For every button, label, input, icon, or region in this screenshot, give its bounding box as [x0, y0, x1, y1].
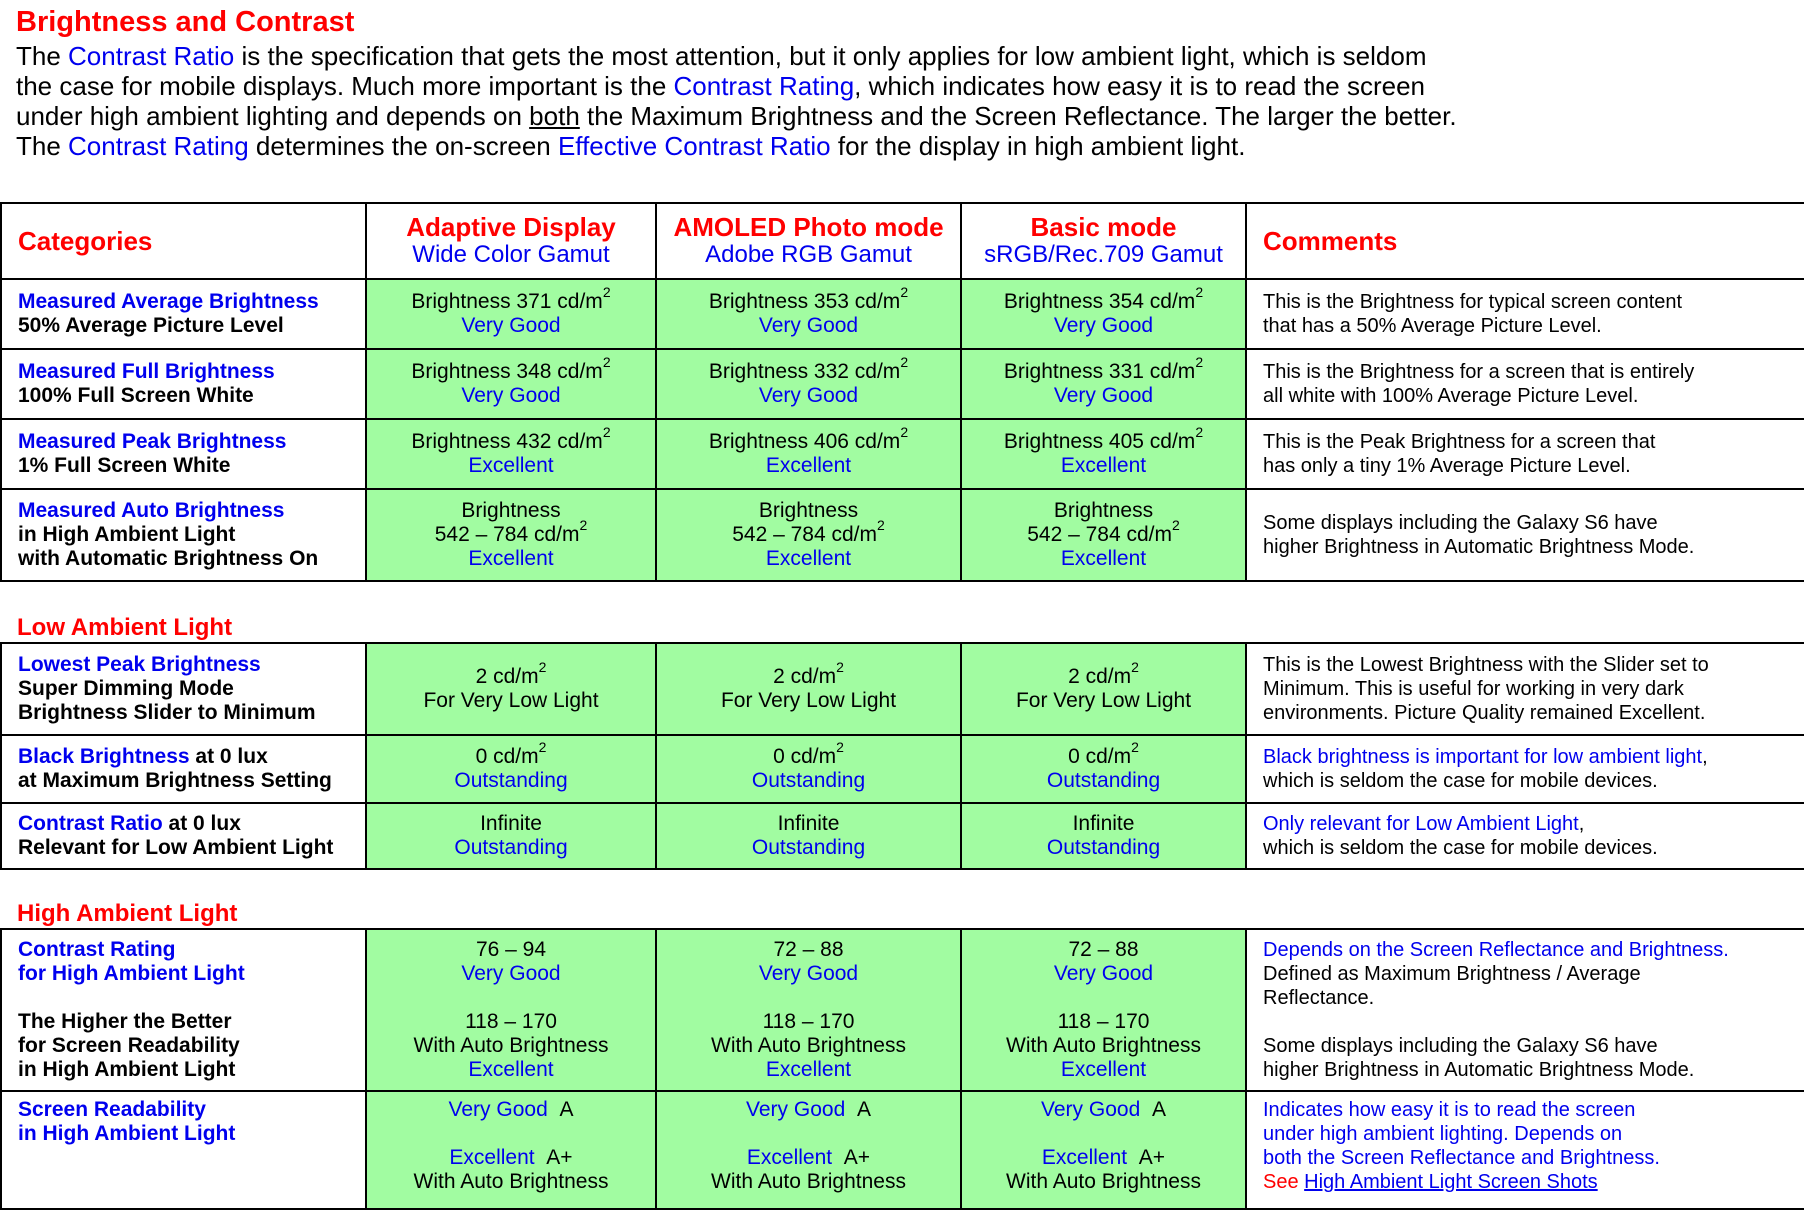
value-cell	[656, 279, 961, 349]
value-cell	[961, 1091, 1246, 1209]
value-cell	[656, 735, 961, 803]
value-note: With Auto Brightness	[711, 1034, 906, 1057]
value-cell	[366, 279, 656, 349]
table-row	[1, 419, 1804, 489]
comment-line: Only relevant for Low Ambient Light,	[1263, 813, 1585, 835]
rating-label: Very Good	[461, 962, 561, 985]
comment-line: This is the Lowest Brightness with the Slider set to	[1263, 654, 1709, 676]
category-name: Measured Auto Brightness	[18, 499, 285, 522]
rating-label: Excellent	[468, 547, 554, 570]
rating-label: Excellent	[765, 1058, 852, 1081]
category-line	[18, 1122, 365, 1146]
value-cell	[366, 803, 656, 869]
comment-line: This is the Brightness for a screen that is entirely	[1263, 361, 1695, 383]
grade-label: A	[559, 1098, 574, 1121]
category-name: Contrast Ratio	[18, 812, 163, 835]
measured-value: 542 – 784 $cd/m^2$	[1027, 517, 1180, 546]
value-note: With Auto Brightness	[413, 1170, 609, 1193]
rating-label: Excellent	[1041, 1146, 1128, 1169]
rating-label: Outstanding	[751, 836, 866, 859]
unit-exponent: 2	[836, 659, 844, 675]
unit-exponent: 2	[602, 354, 611, 370]
spec-table	[0, 202, 1804, 1210]
comment-cell	[1246, 929, 1804, 1091]
category-line	[18, 745, 365, 769]
value-cell	[366, 929, 656, 1091]
category-name: Measured Peak Brightness	[18, 430, 287, 453]
unit-exponent: 2	[900, 424, 909, 440]
spacer	[367, 986, 655, 1010]
measured-value: 72 – 88	[773, 938, 844, 961]
rating-label: Very Good	[461, 314, 561, 337]
intro-line: The Contrast Ratio is the specification that gets the most attention, but it only applies for low ambient light, which is seldom	[16, 41, 1427, 71]
value-cell	[656, 643, 961, 735]
value-cell	[961, 735, 1246, 803]
category-name: Lowest Peak Brightness	[18, 653, 261, 676]
category-line	[18, 1098, 365, 1122]
unit-exponent: 2	[1195, 424, 1204, 440]
section-row	[1, 581, 1804, 643]
grade-label: A+	[546, 1146, 573, 1169]
category-cell	[1, 419, 366, 489]
comment-line: all white with 100% Average Picture Level.	[1263, 385, 1639, 407]
screen-shots-link[interactable]: High Ambient Light Screen Shots	[1304, 1171, 1598, 1193]
comment-line: Minimum. This is useful for working in very dark	[1263, 678, 1684, 700]
col-header-subtitle: Adobe RGB Gamut	[705, 241, 912, 268]
unit-exponent: 2	[1195, 284, 1204, 300]
table-row	[1, 803, 1804, 869]
value-cell	[656, 929, 961, 1091]
unit-exponent: 2	[1131, 659, 1139, 675]
rating-label: Excellent	[765, 547, 852, 570]
comment-line: which is seldom the case for mobile devices.	[1263, 837, 1658, 859]
rating-label: Very Good	[448, 1098, 548, 1121]
rating-label: Very Good	[1041, 1098, 1141, 1121]
col-header-subtitle: sRGB/Rec.709 Gamut	[984, 241, 1223, 268]
measured-value: 0 $cd/m^2$	[475, 739, 547, 768]
value-note: With Auto Brightness	[711, 1170, 906, 1193]
category-line	[18, 938, 365, 962]
category-name: Contrast Rating	[18, 938, 176, 961]
comment-line: higher Brightness in Automatic Brightness Mode.	[1263, 536, 1695, 558]
rating-label: Very Good	[1053, 314, 1154, 337]
value-note: With Auto Brightness	[413, 1034, 609, 1057]
intro-line: The Contrast Rating determines the on-screen Effective Contrast Ratio for the display in high ambient light.	[16, 131, 1246, 161]
category-line	[18, 430, 365, 454]
rating-label: Very Good	[461, 384, 561, 407]
unit-exponent: 2	[900, 284, 909, 300]
measured-value: 542 – 784 $cd/m^2$	[434, 517, 588, 546]
measured-value: Brightness 354 $cd/m^2$	[1003, 284, 1204, 313]
measured-value: Infinite	[777, 812, 840, 835]
rating-label: Outstanding	[454, 836, 568, 859]
col-header-comments: Comments	[1246, 203, 1804, 279]
rating-label: Very Good	[746, 1098, 846, 1121]
comment-highlight: both the Screen Reflectance and Brightness.	[1263, 1147, 1660, 1169]
unit-exponent: 2	[538, 739, 547, 755]
highlight-term: Contrast Ratio	[68, 41, 235, 71]
unit-exponent: 2	[836, 739, 844, 755]
measured-value: Brightness 406 $cd/m^2$	[708, 424, 909, 453]
unit-exponent: 2	[602, 424, 611, 440]
col-header-title: AMOLED Photo mode	[673, 212, 944, 242]
category-cell	[1, 279, 366, 349]
measured-value: 72 – 88	[1068, 938, 1139, 961]
col-header-categories: Categories	[1, 203, 366, 279]
category-detail: Brightness Slider to Minimum	[18, 701, 316, 724]
col-header-adaptive	[366, 203, 656, 279]
comment-cell	[1246, 643, 1804, 735]
category-cell	[1, 643, 366, 735]
measured-value: Brightness 332 $cd/m^2$	[708, 354, 909, 383]
category-detail: 1% Full Screen White	[18, 454, 231, 477]
comment-line: that has a 50% Average Picture Level.	[1263, 315, 1602, 337]
measured-value: Brightness 331 $cd/m^2$	[1003, 354, 1204, 383]
category-line	[18, 499, 365, 523]
comment-line: Reflectance.	[1263, 987, 1375, 1009]
category-detail: Super Dimming Mode	[18, 677, 234, 700]
measured-value: Infinite	[1072, 812, 1135, 835]
category-line	[18, 290, 365, 314]
rating-label: Excellent	[1060, 547, 1147, 570]
grade-line	[367, 1146, 655, 1170]
comment-line: Defined as Maximum Brightness / Average	[1263, 963, 1641, 985]
page-title: Brightness and Contrast	[16, 6, 355, 38]
category-cell	[1, 735, 366, 803]
category-cell	[1, 349, 366, 419]
rating-label: Very Good	[758, 314, 859, 337]
grade-label: A	[856, 1098, 871, 1121]
comment-line: Some displays including the Galaxy S6 have	[1263, 1035, 1658, 1057]
intro-paragraph	[16, 41, 1796, 161]
table-row	[1, 279, 1804, 349]
value-note: For Very Low Light	[1015, 689, 1192, 712]
comment-cell	[1246, 279, 1804, 349]
measured-value: Brightness 353 $cd/m^2$	[708, 284, 909, 313]
value-cell	[366, 643, 656, 735]
table-header-row	[1, 203, 1804, 279]
value-cell	[961, 349, 1246, 419]
comment-highlight: Only relevant for Low Ambient Light	[1263, 813, 1579, 835]
rating-label: Excellent	[765, 454, 852, 477]
spacer	[962, 1122, 1245, 1146]
value-cell	[656, 489, 961, 581]
highlight-term: Effective Contrast Ratio	[557, 131, 831, 161]
unit-exponent: 2	[602, 284, 611, 300]
category-cell	[1, 929, 366, 1091]
category-cell	[1, 1091, 366, 1209]
measured-value: 118 – 170	[1057, 1010, 1150, 1033]
col-header-title: Adaptive Display	[406, 212, 616, 242]
comment-cell	[1246, 489, 1804, 581]
value-cell	[961, 643, 1246, 735]
comment-line: Some displays including the Galaxy S6 have	[1263, 512, 1658, 534]
comment-highlight: Indicates how easy it is to read the screen	[1263, 1099, 1636, 1121]
value-cell	[961, 929, 1246, 1091]
intro-line: under high ambient lighting and depends on both the Maximum Brightness and the Screen Reflectance. The larger the better.	[16, 101, 1457, 131]
category-detail: The Higher the Better	[18, 1010, 232, 1033]
category-qualifier: at 0 lux	[162, 812, 241, 835]
section-heading: High Ambient Light	[1, 869, 1804, 929]
value-cell	[366, 1091, 656, 1209]
category-name: for High Ambient Light	[18, 962, 245, 985]
value-cell	[656, 349, 961, 419]
table-row	[1, 643, 1804, 735]
comment-line: Black brightness is important for low ambient light,	[1263, 746, 1708, 768]
spacer	[1263, 1010, 1804, 1034]
rating-label: Very Good	[1053, 384, 1154, 407]
comment-line: higher Brightness in Automatic Brightness Mode.	[1263, 1059, 1695, 1081]
underlined-word: both	[529, 101, 580, 131]
measured-label: Brightness	[758, 499, 859, 522]
measured-label: Brightness	[1053, 499, 1154, 522]
spacer	[657, 1122, 960, 1146]
measured-value: Brightness 371 $cd/m^2$	[411, 284, 611, 313]
value-cell	[961, 419, 1246, 489]
measured-value: 0 $cd/m^2$	[1068, 739, 1139, 768]
grade-label: A+	[843, 1146, 871, 1169]
rating-label: Excellent	[746, 1146, 833, 1169]
rating-label: Very Good	[1053, 962, 1154, 985]
unit-exponent: 2	[1131, 739, 1139, 755]
category-detail: 100% Full Screen White	[18, 384, 254, 407]
measured-value: 542 – 784 $cd/m^2$	[732, 517, 885, 546]
grade-line	[367, 1098, 655, 1122]
unit-exponent: 2	[900, 354, 909, 370]
measured-value: 2 $cd/m^2$	[1068, 659, 1139, 688]
table-row	[1, 349, 1804, 419]
rating-label: Excellent	[449, 1146, 535, 1169]
rating-label: Outstanding	[454, 769, 568, 792]
category-line	[18, 653, 365, 677]
value-cell	[961, 279, 1246, 349]
category-detail: 50% Average Picture Level	[18, 314, 284, 337]
category-detail: at Maximum Brightness Setting	[18, 769, 332, 792]
grade-line	[657, 1146, 960, 1170]
category-qualifier: at 0 lux	[189, 745, 268, 768]
value-cell	[656, 803, 961, 869]
measured-value: Brightness 405 $cd/m^2$	[1003, 424, 1204, 453]
unit-exponent: 2	[579, 517, 588, 533]
table-row	[1, 1091, 1804, 1209]
category-name: Screen Readability	[18, 1098, 206, 1121]
category-name: Measured Average Brightness	[18, 290, 319, 313]
category-line	[18, 962, 365, 986]
rating-label: Very Good	[758, 962, 859, 985]
measured-value: 76 – 94	[475, 938, 547, 961]
section-row	[1, 869, 1804, 929]
comment-cell	[1246, 349, 1804, 419]
category-detail: in High Ambient Light	[18, 523, 236, 546]
see-label: See	[1263, 1171, 1305, 1193]
measured-value: 118 – 170	[465, 1010, 557, 1033]
comment-cell	[1246, 419, 1804, 489]
highlight-term: Contrast Rating	[68, 131, 249, 161]
rating-label: Excellent	[468, 1058, 554, 1081]
comment-line: has only a tiny 1% Average Picture Level.	[1263, 455, 1631, 477]
rating-label: Excellent	[468, 454, 554, 477]
grade-label: A+	[1138, 1146, 1166, 1169]
category-detail: Relevant for Low Ambient Light	[18, 836, 334, 859]
grade-line	[657, 1098, 960, 1122]
unit-exponent: 2	[1171, 517, 1180, 533]
value-cell	[656, 419, 961, 489]
col-header-title: Basic mode	[1030, 212, 1177, 242]
measured-label: Brightness	[461, 499, 561, 522]
section-heading: Low Ambient Light	[1, 581, 1804, 643]
comment-highlight: Depends on the Screen Reflectance and Brightness.	[1263, 939, 1729, 961]
category-detail: for Screen Readability	[18, 1034, 240, 1057]
table-row	[1, 929, 1804, 1091]
rating-label: Very Good	[758, 384, 859, 407]
value-cell	[961, 489, 1246, 581]
comment-line: which is seldom the case for mobile devices.	[1263, 770, 1658, 792]
grade-label: A	[1151, 1098, 1166, 1121]
value-cell	[366, 489, 656, 581]
value-cell	[366, 735, 656, 803]
value-note: For Very Low Light	[423, 689, 599, 712]
category-cell	[1, 803, 366, 869]
unit-exponent: 2	[538, 659, 547, 675]
col-header-subtitle: Wide Color Gamut	[412, 241, 610, 268]
grade-line	[962, 1098, 1245, 1122]
measured-value: 2 $cd/m^2$	[773, 659, 844, 688]
category-name: Black Brightness	[18, 745, 190, 768]
table-row	[1, 489, 1804, 581]
grade-line	[962, 1146, 1245, 1170]
measured-value: 2 $cd/m^2$	[475, 659, 547, 688]
category-detail: in High Ambient Light	[18, 1058, 236, 1081]
intro-line: the case for mobile displays. Much more important is the Contrast Rating, which indicates how easy it is to read the screen	[16, 71, 1426, 101]
comment-line	[1263, 1170, 1804, 1194]
rating-label: Outstanding	[751, 769, 866, 792]
comment-line: This is the Brightness for typical screen content	[1263, 291, 1683, 313]
comment-highlight: under high ambient lighting. Depends on	[1263, 1123, 1623, 1145]
rating-label: Excellent	[1060, 454, 1147, 477]
value-cell	[366, 419, 656, 489]
spacer	[367, 1122, 655, 1146]
unit-exponent: 2	[876, 517, 885, 533]
page-header	[16, 6, 1796, 161]
spacer	[18, 986, 365, 1010]
col-header-basic	[961, 203, 1246, 279]
category-detail: with Automatic Brightness On	[18, 547, 319, 570]
measured-value: Brightness 348 $cd/m^2$	[411, 354, 611, 383]
category-line	[18, 812, 365, 836]
col-header-amoled-photo	[656, 203, 961, 279]
unit-exponent: 2	[1195, 354, 1204, 370]
rating-label: Outstanding	[1046, 769, 1161, 792]
comment-cell	[1246, 803, 1804, 869]
value-cell	[961, 803, 1246, 869]
value-cell	[656, 1091, 961, 1209]
spacer	[962, 986, 1245, 1010]
category-name: in High Ambient Light	[18, 1122, 236, 1145]
comment-cell	[1246, 1091, 1804, 1209]
category-cell	[1, 489, 366, 581]
measured-value: 0 $cd/m^2$	[773, 739, 844, 768]
table-row	[1, 735, 1804, 803]
category-name: Measured Full Brightness	[18, 360, 275, 383]
comment-cell	[1246, 735, 1804, 803]
value-note: With Auto Brightness	[1006, 1034, 1201, 1057]
category-line	[18, 360, 365, 384]
value-note: With Auto Brightness	[1006, 1170, 1201, 1193]
rating-label: Excellent	[1060, 1058, 1147, 1081]
spacer	[657, 986, 960, 1010]
comment-highlight: Black brightness is important for low ambient light	[1263, 746, 1703, 768]
value-note: For Very Low Light	[720, 689, 897, 712]
value-cell	[366, 349, 656, 419]
highlight-term: Contrast Rating	[673, 71, 855, 101]
measured-value: Infinite	[480, 812, 542, 835]
measured-value: Brightness 432 $cd/m^2$	[411, 424, 611, 453]
measured-value: 118 – 170	[762, 1010, 855, 1033]
comment-line: environments. Picture Quality remained Excellent.	[1263, 702, 1706, 724]
comment-line: This is the Peak Brightness for a screen that	[1263, 431, 1656, 453]
rating-label: Outstanding	[1046, 836, 1161, 859]
